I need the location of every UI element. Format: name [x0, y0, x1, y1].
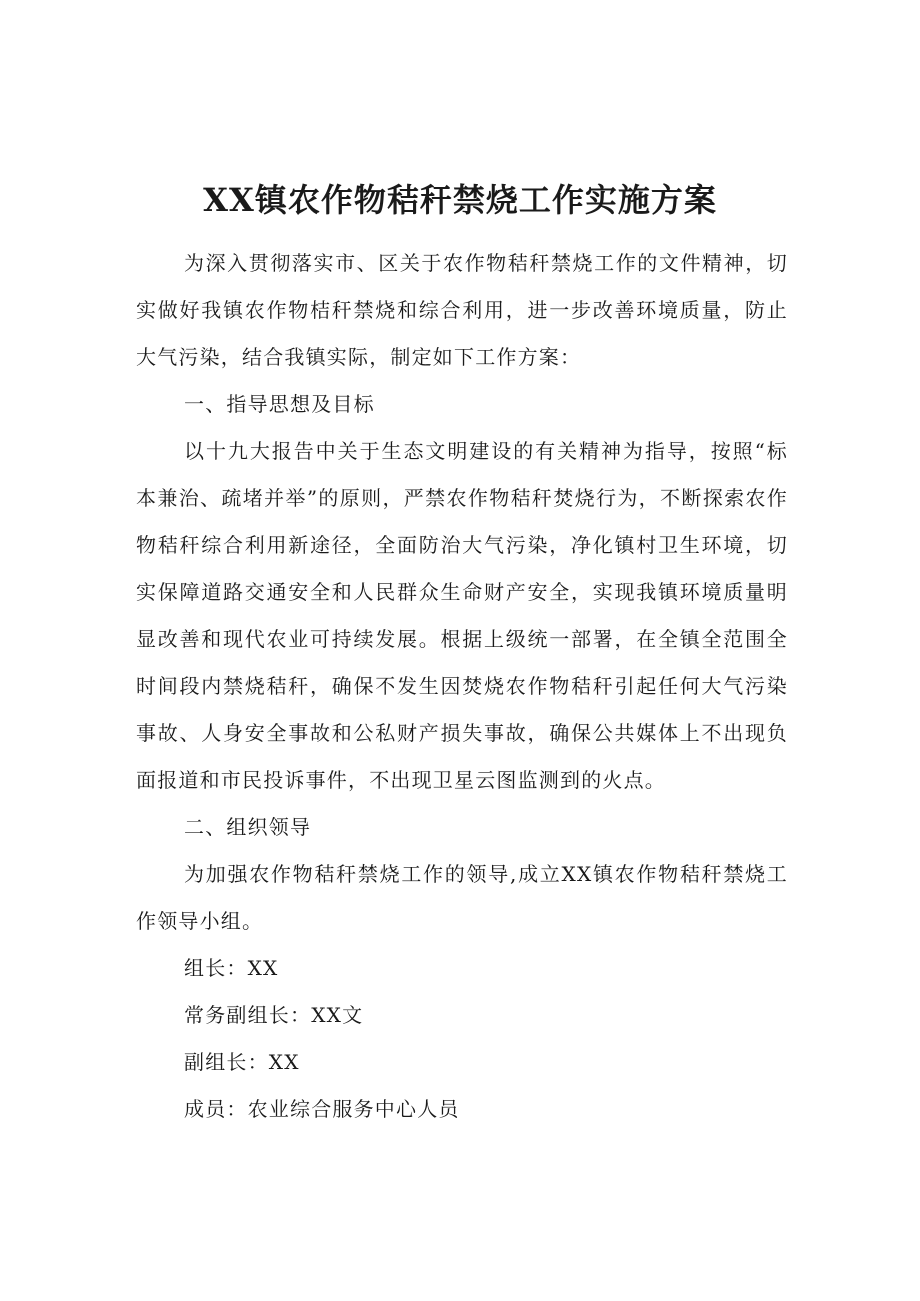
leader-line: 组长：XX: [184, 956, 279, 980]
guiding-principles-paragraph: 以十九大报告中关于生态文明建设的有关精神为指导，按照“标本兼治、疏堵并举”的原则，严禁农作物秸秆焚烧行为，不断探索农作物秸秆综合利用新途径，全面防治大气污染，净化镇村卫生环境，切实保障道路交通安全和人民群众生命财产安全，实现我镇环境质量明显改善和现代农业可持续发展。根据上级统一部署，在全镇全范围全时间段内禁烧秸秆，确保不发生因焚烧农作物秸秆引起任何大气污染事故、人身安全事故和公私财产损失事故，确保公共媒体上不出现负面报道和市民投诉事件，不出现卫星云图监测到的火点。: [136, 439, 788, 792]
section-heading-organization: 二、组织领导: [184, 815, 312, 839]
members-line: 成员：农业综合服务中心人员: [184, 1097, 460, 1121]
intro-paragraph: 为深入贯彻落实市、区关于农作物秸秆禁烧工作的文件精神，切实做好我镇农作物桔秆禁烧和综合利用，进一步改善环境质量，防止大气污染，结合我镇实际，制定如下工作方案：: [136, 251, 788, 369]
document-title: XX镇农作物秸秆禁烧工作实施方案: [203, 181, 717, 219]
document-body: [136, 240, 788, 1133]
organization-paragraph: 为加强农作物秸秆禁烧工作的领导,成立XX镇农作物秸秆禁烧工作领导小组。: [136, 862, 788, 933]
section-heading-guiding-principles: 一、指导思想及目标: [184, 392, 375, 416]
executive-deputy-leader-line: 常务副组长：XX文: [184, 1003, 364, 1027]
deputy-leader-line: 副组长：XX: [184, 1050, 300, 1074]
